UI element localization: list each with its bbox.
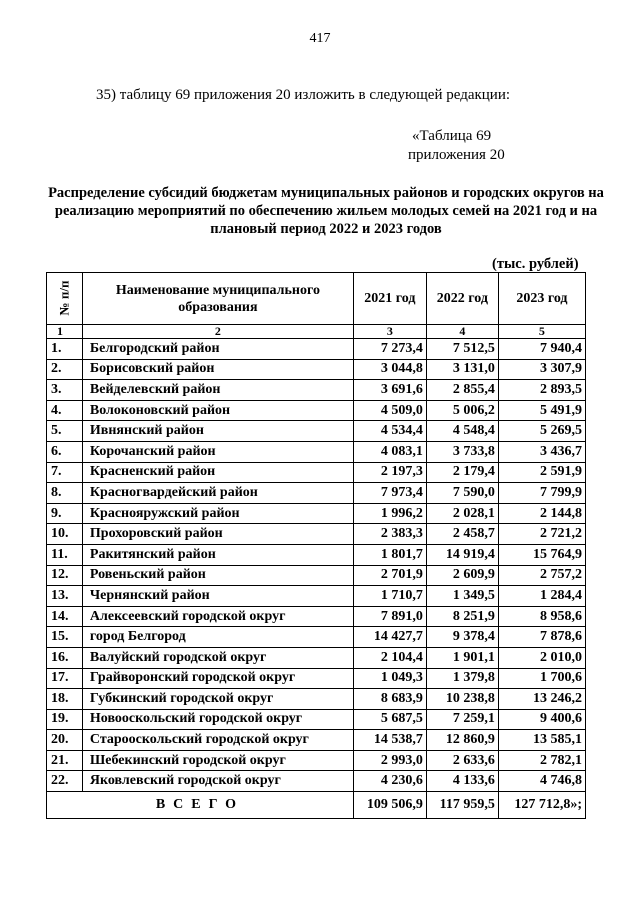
total-label: ВСЕГО	[47, 792, 354, 819]
document-title: Распределение субсидий бюджетам муниципальных районов и городских округов на реализацию мероприятий по обеспечению жильем молодых семей на 2021 год и на плановый период 2022 и 2023 годов	[48, 185, 604, 237]
value-2023: 2 144,8	[498, 503, 585, 524]
table-row	[47, 689, 586, 710]
value-2022: 2 633,6	[426, 750, 498, 771]
row-name: Волоконовский район	[82, 400, 353, 421]
intro-paragraph: 35) таблицу 69 приложения 20 изложить в следующей редакции:	[96, 87, 511, 103]
value-2023: 13 585,1	[498, 730, 585, 751]
value-2023: 2 721,2	[498, 524, 585, 545]
value-2023: 8 958,6	[498, 606, 585, 627]
value-2023: 3 307,9	[498, 359, 585, 380]
table-row	[47, 339, 586, 360]
row-name: Новооскольский городской округ	[82, 709, 353, 730]
value-2021: 14 427,7	[353, 627, 426, 648]
row-name: Красненский район	[82, 462, 353, 483]
header-num: № п/п	[47, 273, 83, 325]
row-number: 3.	[47, 380, 83, 401]
value-2023: 1 284,4	[498, 586, 585, 607]
header-2022: 2022 год	[426, 273, 498, 325]
value-2021: 3 691,6	[353, 380, 426, 401]
row-number: 9.	[47, 503, 83, 524]
table-row	[47, 586, 586, 607]
table-row	[47, 771, 586, 792]
table-row	[47, 627, 586, 648]
row-number: 1.	[47, 339, 83, 360]
row-name: Ракитянский район	[82, 544, 353, 565]
value-2021: 4 083,1	[353, 441, 426, 462]
value-2021: 4 230,6	[353, 771, 426, 792]
value-2021: 2 197,3	[353, 462, 426, 483]
value-2021: 2 993,0	[353, 750, 426, 771]
value-2022: 12 860,9	[426, 730, 498, 751]
value-2021: 2 383,3	[353, 524, 426, 545]
row-number: 17.	[47, 668, 83, 689]
value-2022: 7 512,5	[426, 339, 498, 360]
value-2021: 14 538,7	[353, 730, 426, 751]
value-2022: 2 855,4	[426, 380, 498, 401]
table-row	[47, 462, 586, 483]
value-2023: 2 893,5	[498, 380, 585, 401]
table-row	[47, 750, 586, 771]
value-2023: 2 010,0	[498, 647, 585, 668]
row-number: 15.	[47, 627, 83, 648]
value-2023: 15 764,9	[498, 544, 585, 565]
col-index-1: 1	[47, 325, 83, 339]
header-2021: 2021 год	[353, 273, 426, 325]
units-label: (тыс. рублей)	[492, 256, 579, 272]
table-row	[47, 503, 586, 524]
total-2023: 127 712,8»;	[498, 792, 585, 819]
row-number: 5.	[47, 421, 83, 442]
value-2023: 2 782,1	[498, 750, 585, 771]
column-index-row	[47, 325, 586, 339]
value-2021: 1 049,3	[353, 668, 426, 689]
value-2023: 3 436,7	[498, 441, 585, 462]
value-2022: 5 006,2	[426, 400, 498, 421]
value-2022: 1 349,5	[426, 586, 498, 607]
value-2023: 7 940,4	[498, 339, 585, 360]
value-2022: 2 458,7	[426, 524, 498, 545]
row-name: Алексеевский городской округ	[82, 606, 353, 627]
table-label-line2: приложения 20	[408, 147, 505, 163]
table-row	[47, 544, 586, 565]
table-label-line1: «Таблица 69	[412, 128, 492, 144]
row-name: Старооскольский городской округ	[82, 730, 353, 751]
value-2021: 4 509,0	[353, 400, 426, 421]
row-name: Шебекинский городской округ	[82, 750, 353, 771]
row-name: Грайворонский городской округ	[82, 668, 353, 689]
value-2022: 4 133,6	[426, 771, 498, 792]
row-name: Чернянский район	[82, 586, 353, 607]
value-2021: 1 996,2	[353, 503, 426, 524]
row-name: Краснояружский район	[82, 503, 353, 524]
row-name: Ровеньский район	[82, 565, 353, 586]
table-row	[47, 524, 586, 545]
row-number: 21.	[47, 750, 83, 771]
value-2023: 1 700,6	[498, 668, 585, 689]
value-2022: 10 238,8	[426, 689, 498, 710]
value-2022: 7 590,0	[426, 483, 498, 504]
row-number: 6.	[47, 441, 83, 462]
table-row	[47, 565, 586, 586]
row-name: Красногвардейский район	[82, 483, 353, 504]
value-2022: 1 901,1	[426, 647, 498, 668]
row-number: 22.	[47, 771, 83, 792]
row-number: 7.	[47, 462, 83, 483]
value-2022: 2 028,1	[426, 503, 498, 524]
row-name: Белгородский район	[82, 339, 353, 360]
row-name: Ивнянский район	[82, 421, 353, 442]
header-2023: 2023 год	[498, 273, 585, 325]
value-2023: 2 757,2	[498, 565, 585, 586]
value-2022: 8 251,9	[426, 606, 498, 627]
row-name: город Белгород	[82, 627, 353, 648]
table-row	[47, 668, 586, 689]
row-number: 2.	[47, 359, 83, 380]
value-2022: 4 548,4	[426, 421, 498, 442]
value-2021: 7 973,4	[353, 483, 426, 504]
value-2021: 4 534,4	[353, 421, 426, 442]
value-2021: 7 273,4	[353, 339, 426, 360]
table-row	[47, 709, 586, 730]
value-2022: 3 733,8	[426, 441, 498, 462]
value-2023: 5 491,9	[498, 400, 585, 421]
value-2022: 3 131,0	[426, 359, 498, 380]
row-number: 11.	[47, 544, 83, 565]
row-number: 4.	[47, 400, 83, 421]
value-2022: 1 379,8	[426, 668, 498, 689]
page-number: 417	[309, 31, 331, 46]
value-2021: 1 710,7	[353, 586, 426, 607]
table-row	[47, 647, 586, 668]
row-name: Губкинский городской округ	[82, 689, 353, 710]
table-row	[47, 359, 586, 380]
table-row	[47, 441, 586, 462]
row-number: 8.	[47, 483, 83, 504]
table-body	[47, 339, 586, 792]
value-2022: 2 609,9	[426, 565, 498, 586]
value-2023: 5 269,5	[498, 421, 585, 442]
value-2021: 1 801,7	[353, 544, 426, 565]
value-2022: 7 259,1	[426, 709, 498, 730]
value-2023: 7 799,9	[498, 483, 585, 504]
total-row	[47, 792, 586, 819]
row-name: Вейделевский район	[82, 380, 353, 401]
total-2021: 109 506,9	[353, 792, 426, 819]
table-row	[47, 483, 586, 504]
row-number: 10.	[47, 524, 83, 545]
value-2022: 2 179,4	[426, 462, 498, 483]
header-name: Наименование муниципального образования	[82, 273, 353, 325]
row-number: 18.	[47, 689, 83, 710]
value-2023: 4 746,8	[498, 771, 585, 792]
row-number: 13.	[47, 586, 83, 607]
table-row	[47, 380, 586, 401]
col-index-3: 3	[353, 325, 426, 339]
row-name: Прохоровский район	[82, 524, 353, 545]
row-name: Валуйский городской округ	[82, 647, 353, 668]
value-2021: 5 687,5	[353, 709, 426, 730]
col-index-2: 2	[82, 325, 353, 339]
table-row	[47, 730, 586, 751]
total-2022: 117 959,5	[426, 792, 498, 819]
value-2023: 13 246,2	[498, 689, 585, 710]
value-2023: 9 400,6	[498, 709, 585, 730]
subsidy-table	[46, 272, 586, 819]
row-number: 19.	[47, 709, 83, 730]
value-2022: 9 378,4	[426, 627, 498, 648]
value-2023: 7 878,6	[498, 627, 585, 648]
value-2021: 8 683,9	[353, 689, 426, 710]
row-number: 14.	[47, 606, 83, 627]
table-row	[47, 606, 586, 627]
table-label	[408, 127, 505, 165]
row-name: Борисовский район	[82, 359, 353, 380]
row-name: Корочанский район	[82, 441, 353, 462]
col-index-5: 5	[498, 325, 585, 339]
row-number: 20.	[47, 730, 83, 751]
value-2023: 2 591,9	[498, 462, 585, 483]
value-2021: 2 701,9	[353, 565, 426, 586]
col-index-4: 4	[426, 325, 498, 339]
value-2022: 14 919,4	[426, 544, 498, 565]
value-2021: 2 104,4	[353, 647, 426, 668]
value-2021: 7 891,0	[353, 606, 426, 627]
row-number: 16.	[47, 647, 83, 668]
row-number: 12.	[47, 565, 83, 586]
table-row	[47, 421, 586, 442]
value-2021: 3 044,8	[353, 359, 426, 380]
table-row	[47, 400, 586, 421]
table-header-row	[47, 273, 586, 325]
row-name: Яковлевский городской округ	[82, 771, 353, 792]
